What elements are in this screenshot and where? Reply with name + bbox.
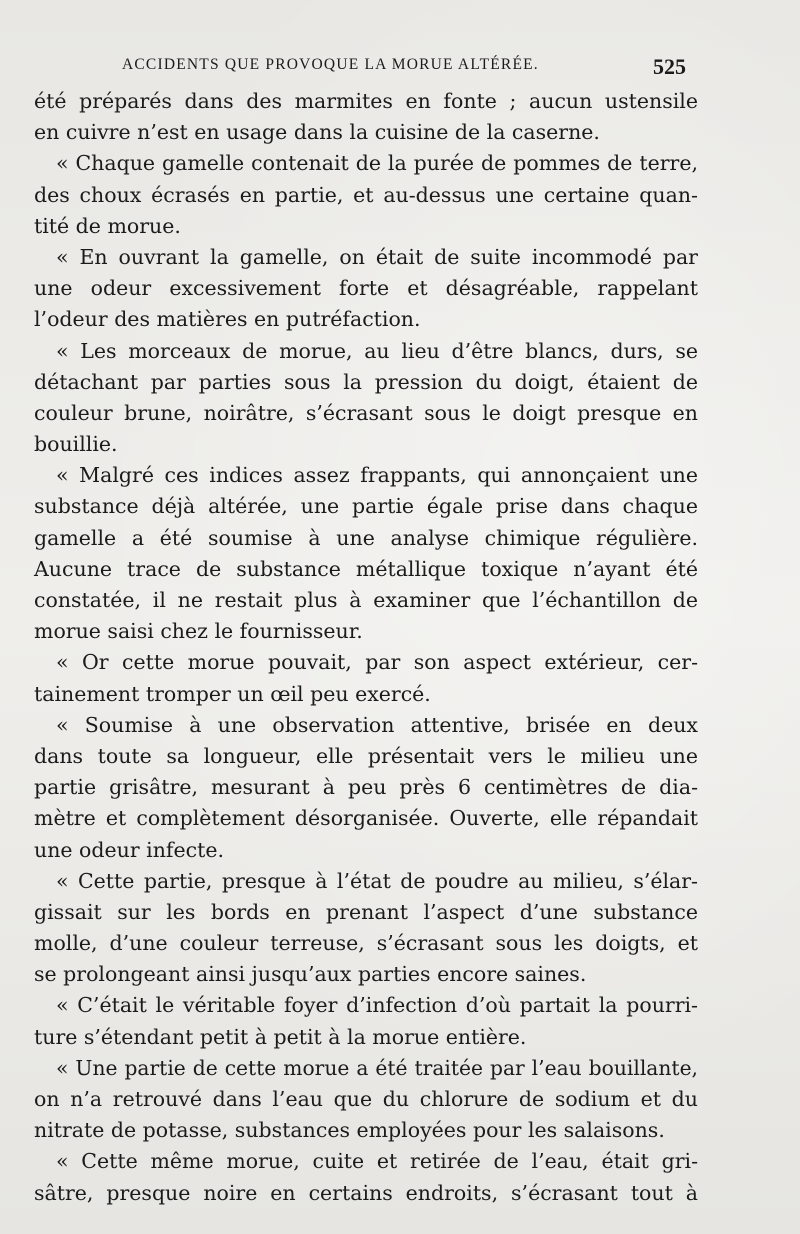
text-line: été préparés dans des marmites en fonte ; aucun ustensile xyxy=(34,89,698,113)
body-text xyxy=(34,86,698,1209)
text-line: molle, d’une couleur terreuse, s’écrasant sous les doigts, et xyxy=(34,931,698,956)
text-line: constatée, il ne restait plus à examiner que l’échantillon de xyxy=(34,588,698,612)
text-line: l’odeur des matières en putréfaction. xyxy=(34,307,421,332)
text-line: « Les morceaux de morue, au lieu d’être blancs, durs, se xyxy=(56,338,698,363)
text-line: « Or cette morue pouvait, par son aspect extérieur, cer- xyxy=(56,650,698,675)
text-line: « Une partie de cette morue a été traitée par l’eau bouillante, xyxy=(56,1055,698,1080)
text-line: mètre et complètement désorganisée. Ouverte, elle répandait xyxy=(34,806,698,831)
text-line: tité de morue. xyxy=(34,213,181,238)
text-line: « Malgré ces indices assez frappants, qui annonçaient une xyxy=(56,463,698,488)
text-line: « En ouvrant la gamelle, on était de suite incommodé par xyxy=(56,244,698,269)
text-line: dans toute sa longueur, elle présentait vers le milieu une xyxy=(34,743,698,768)
text-line: substance déjà altérée, une partie égale prise dans chaque xyxy=(34,494,698,519)
text-line: des choux écrasés en partie, et au-dessus une certaine quan- xyxy=(34,182,698,207)
text-line: une odeur excessivement forte et désagréable, rappelant xyxy=(34,276,698,301)
text-line: détachant par parties sous la pression du doigt, étaient de xyxy=(34,369,698,394)
text-line: ture s’étendant petit à petit à la morue entière. xyxy=(34,1024,527,1049)
text-line: en cuivre n’est en usage dans la cuisine de la caserne. xyxy=(34,120,600,145)
text-line: on n’a retrouvé dans l’eau que du chlorure de sodium et du xyxy=(34,1087,698,1111)
text-line: gamelle a été soumise à une analyse chimique régulière. xyxy=(34,525,698,550)
text-line: « Chaque gamelle contenait de la purée de pommes de terre, xyxy=(56,151,698,176)
text-line: « C’était le véritable foyer d’infection d’où partait la pourri- xyxy=(56,993,698,1018)
text-line: bouillie. xyxy=(34,432,118,457)
text-line: se prolongeant ainsi jusqu’aux parties encore saines. xyxy=(34,962,587,987)
running-title: ACCIDENTS QUE PROVOQUE LA MORUE ALTÉRÉE. xyxy=(122,56,539,73)
text-line: partie grisâtre, mesurant à peu près 6 centimètres de dia- xyxy=(34,775,698,800)
text-line: morue saisi chez le fournisseur. xyxy=(34,619,363,644)
text-line: sâtre, presque noire en certains endroits, s’écrasant tout à xyxy=(34,1180,698,1205)
text-line: Aucune trace de substance métallique toxique n’ayant été xyxy=(34,556,698,581)
text-line: couleur brune, noirâtre, s’écrasant sous le doigt presque en xyxy=(34,400,698,425)
page-number: 525 xyxy=(653,54,686,79)
text-line: nitrate de potasse, substances employées pour les salaisons. xyxy=(34,1118,665,1143)
text-line: tainement tromper un œil peu exercé. xyxy=(34,681,431,706)
text-line: « Soumise à une observation attentive, brisée en deux xyxy=(56,712,698,737)
text-line: « Cette même morue, cuite et retirée de l’eau, était gri- xyxy=(56,1149,698,1174)
text-line: une odeur infecte. xyxy=(34,837,225,862)
text-line: « Cette partie, presque à l’état de poudre au milieu, s’élar- xyxy=(56,868,698,893)
text-line: gissait sur les bords en prenant l’aspect d’une substance xyxy=(34,899,698,924)
running-header xyxy=(34,56,686,80)
